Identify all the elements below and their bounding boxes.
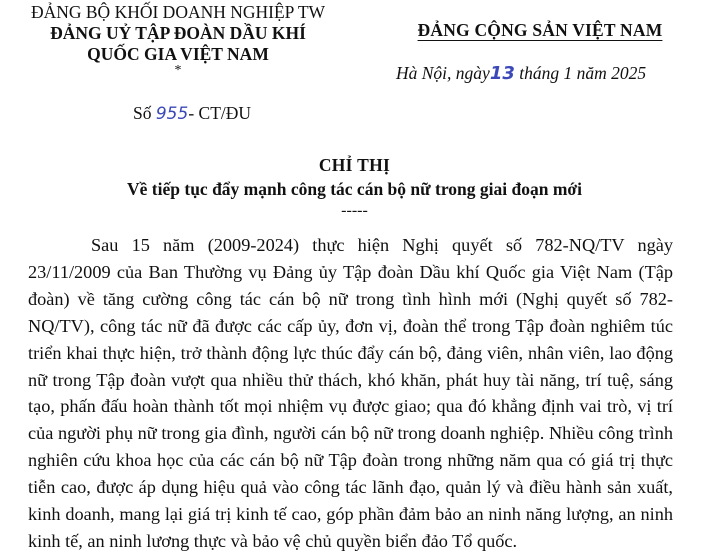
document-date (396, 63, 646, 84)
document-number-suffix: - CT/ĐU (188, 103, 252, 123)
org-line-3: QUỐC GIA VIỆT NAM (87, 44, 269, 64)
body-paragraph: Sau 15 năm (2009-2024) thực hiện Nghị quyết số 782-NQ/TV ngày 23/11/2009 của Ban Thường vụ Đảng ủy Tập đoàn Dầu khí Quốc gia Việt Nam (Tập đoàn) về tăng cường công tác cán bộ nữ trong tình hình mới (Nghị quyết số 782-NQ/TV), công tác nữ đã được các cấp ủy, đơn vị, đoàn thể trong Tập đoàn nghiêm túc triển khai thực hiện, trở thành động lực thúc đẩy cán bộ, đảng viên, nhân viên, lao động nữ trong Tập đoàn vượt qua nhiều thử thách, khó khăn, phát huy tài năng, trí tuệ, sáng tạo, phấn đấu hoàn thành tốt mọi nhiệm vụ được giao; qua đó khẳng định vai trò, vị trí của người phụ nữ trong gia đình, người cán bộ nữ trong doanh nghiệp. Nhiều công trình nghiên cứu khoa học của các cán bộ nữ Tập đoàn trong những năm qua có giá trị thực tiễn cao, được áp dụng hiệu quả vào công tác lãnh đạo, quản lý và điều hành sản xuất, kinh doanh, mang lại giá trị kinh tế cao, góp phần đảm bảo an ninh năng lượng, an ninh kinh tế, an ninh lương thực và bảo vệ chủ quyền biển đảo Tổ quốc. (28, 235, 673, 551)
document-title: CHỈ THỊ (318, 155, 391, 175)
org-line-2: ĐẢNG UỶ TẬP ĐOÀN DẦU KHÍ (50, 23, 306, 43)
document-number-prefix: Số (133, 103, 156, 123)
party-name: ĐẢNG CỘNG SẢN VIỆT NAM (417, 20, 663, 40)
org-star: * (174, 63, 182, 78)
document-number (133, 103, 251, 124)
date-year-last-digit: 5 (637, 63, 647, 83)
issuing-organization-block (18, 2, 338, 77)
date-day-handwritten: 13 (489, 63, 515, 84)
party-header-block (385, 20, 695, 41)
date-middle: tháng 1 năm 202 (514, 63, 638, 83)
org-line-1: ĐẢNG BỘ KHỐI DOANH NGHIỆP TW (30, 2, 326, 22)
date-prefix: Hà Nội, ngày (396, 63, 490, 83)
document-subtitle: Về tiếp tục đẩy mạnh công tác cán bộ nữ trong giai đoạn mới (127, 179, 582, 199)
document-number-handwritten: 955 (155, 104, 189, 124)
title-separator: ----- (341, 202, 368, 219)
